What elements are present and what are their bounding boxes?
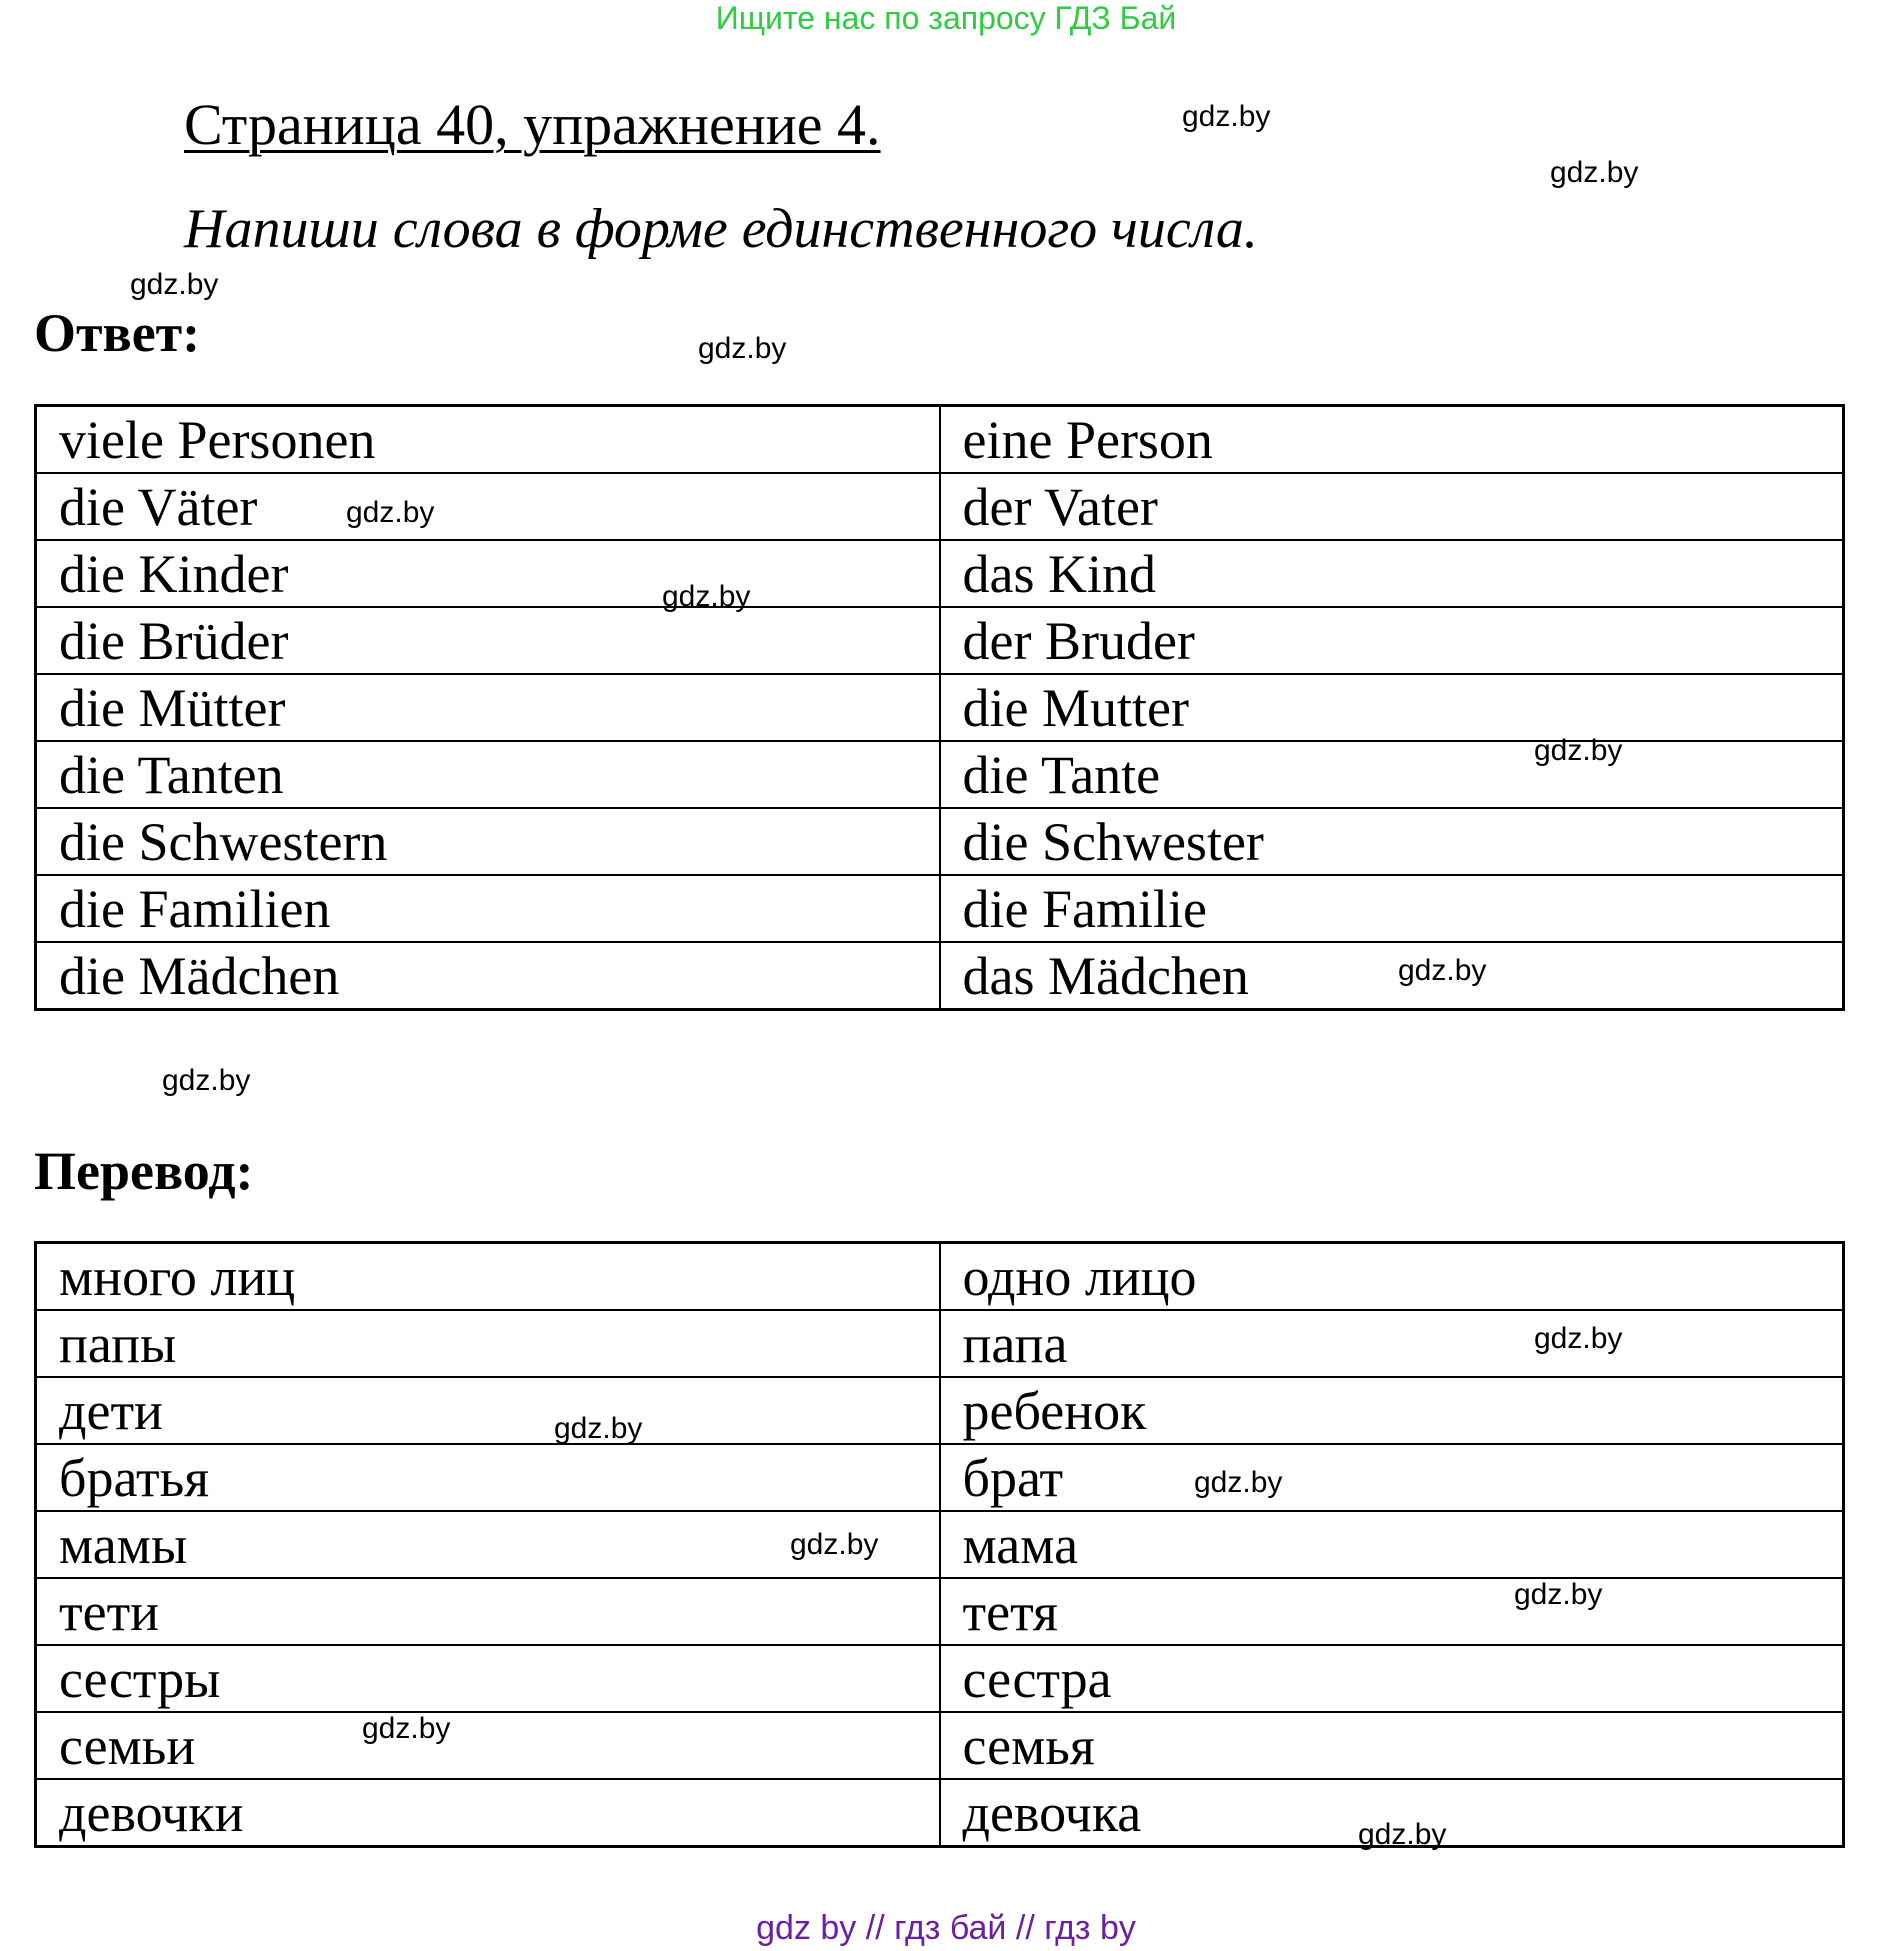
watermark: gdz.by xyxy=(1534,1322,1623,1355)
watermark: gdz.by xyxy=(1514,1578,1603,1611)
watermark: gdz.by xyxy=(1358,1818,1447,1851)
plural-cell: die Tanten xyxy=(36,741,940,808)
watermark: gdz.by xyxy=(1550,156,1639,189)
translation-heading: Перевод: xyxy=(34,1141,254,1201)
answer-row xyxy=(36,674,1844,741)
singular-cell: одно лицо xyxy=(940,1243,1844,1311)
plural-cell: die Mädchen xyxy=(36,942,940,1010)
exercise-instruction: Напиши слова в форме единственного числа. xyxy=(184,198,1258,260)
answer-row xyxy=(36,808,1844,875)
singular-cell: тетя xyxy=(940,1578,1844,1645)
plural-cell: дети xyxy=(36,1377,940,1444)
page-title: Страница 40, упражнение 4. xyxy=(184,92,881,157)
watermark: gdz.by xyxy=(1182,100,1271,133)
answer-heading: Ответ: xyxy=(34,303,201,363)
singular-cell: мама xyxy=(940,1511,1844,1578)
watermark: gdz.by xyxy=(162,1064,251,1097)
plural-cell: сестры xyxy=(36,1645,940,1712)
translation-row xyxy=(36,1645,1844,1712)
singular-cell: der Bruder xyxy=(940,607,1844,674)
singular-cell: брат xyxy=(940,1444,1844,1511)
singular-cell: сестра xyxy=(940,1645,1844,1712)
watermark: gdz.by xyxy=(790,1528,879,1561)
watermark: gdz.by xyxy=(346,496,435,529)
plural-cell: die Familien xyxy=(36,875,940,942)
answer-row xyxy=(36,875,1844,942)
singular-cell: das Kind xyxy=(940,540,1844,607)
singular-cell: девочка xyxy=(940,1779,1844,1847)
translation-row xyxy=(36,1779,1844,1847)
plural-cell: die Väter xyxy=(36,473,940,540)
plural-cell: много лиц xyxy=(36,1243,940,1311)
watermark: gdz.by xyxy=(1398,954,1487,987)
plural-cell: die Schwestern xyxy=(36,808,940,875)
translation-row xyxy=(36,1511,1844,1578)
watermark: gdz.by xyxy=(554,1412,643,1445)
plural-cell: die Brüder xyxy=(36,607,940,674)
singular-cell: папа xyxy=(940,1310,1844,1377)
singular-cell: das Mädchen xyxy=(940,942,1844,1010)
plural-cell: девочки xyxy=(36,1779,940,1847)
plural-cell: братья xyxy=(36,1444,940,1511)
answer-row xyxy=(36,942,1844,1010)
answer-table xyxy=(34,404,1845,1011)
plural-cell: die Mütter xyxy=(36,674,940,741)
plural-cell: семьи xyxy=(36,1712,940,1779)
singular-cell: der Vater xyxy=(940,473,1844,540)
watermark: gdz.by xyxy=(1194,1466,1283,1499)
watermark: gdz.by xyxy=(130,268,219,301)
answer-row xyxy=(36,540,1844,607)
plural-cell: die Kinder xyxy=(36,540,940,607)
plural-cell: viele Personen xyxy=(36,406,940,474)
plural-cell: папы xyxy=(36,1310,940,1377)
watermark: gdz.by xyxy=(662,580,751,613)
singular-cell: die Mutter xyxy=(940,674,1844,741)
singular-cell: eine Person xyxy=(940,406,1844,474)
translation-row xyxy=(36,1444,1844,1511)
singular-cell: die Schwester xyxy=(940,808,1844,875)
plural-cell: мамы xyxy=(36,1511,940,1578)
translation-row xyxy=(36,1377,1844,1444)
translation-row xyxy=(36,1712,1844,1779)
answer-table-body xyxy=(36,406,1844,1010)
singular-cell: семья xyxy=(940,1712,1844,1779)
singular-cell: ребенок xyxy=(940,1377,1844,1444)
top-banner: Ищите нас по запросу ГДЗ Бай xyxy=(715,0,1177,36)
footer-links: gdz by // гдз бай // гдз by xyxy=(756,1909,1136,1947)
translation-row xyxy=(36,1243,1844,1311)
answer-row xyxy=(36,473,1844,540)
singular-cell: die Tante xyxy=(940,741,1844,808)
watermark: gdz.by xyxy=(698,332,787,365)
singular-cell: die Familie xyxy=(940,875,1844,942)
plural-cell: тети xyxy=(36,1578,940,1645)
answer-row xyxy=(36,607,1844,674)
watermark: gdz.by xyxy=(362,1712,451,1745)
watermark: gdz.by xyxy=(1534,734,1623,767)
answer-row xyxy=(36,406,1844,474)
